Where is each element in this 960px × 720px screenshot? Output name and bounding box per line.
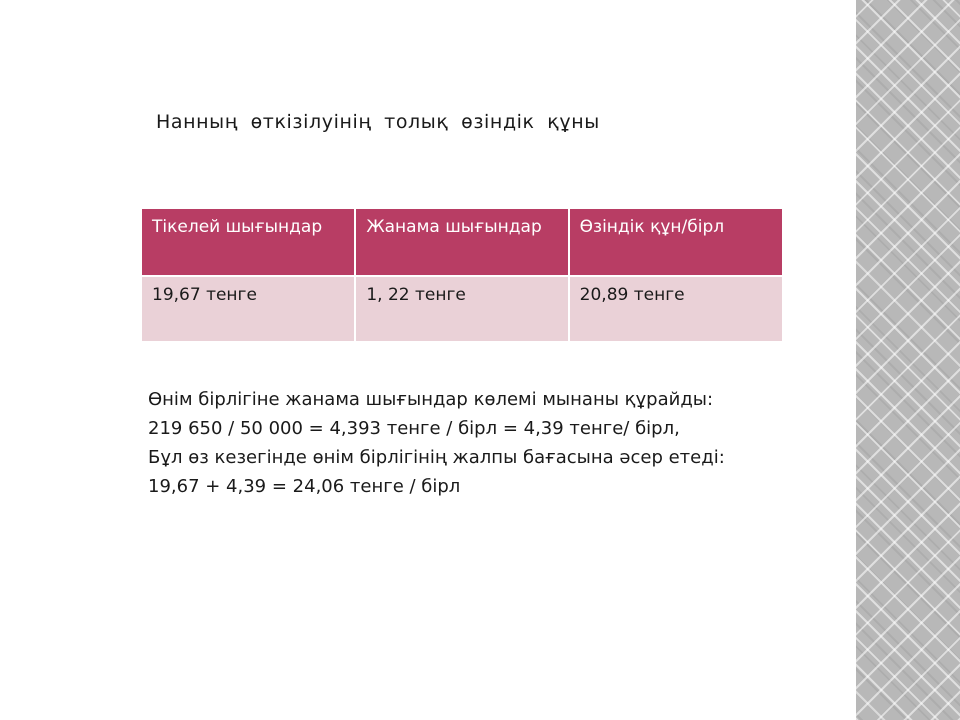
calculation-line: 219 650 / 50 000 = 4,393 тенге / бірл = 4,39 тенге/ бірл,: [148, 418, 680, 439]
header-unit-cost: Өзіндік құн/бірл: [569, 209, 782, 276]
slide-title: Нанның өткізілуінің толық өзіндік құны: [156, 111, 600, 133]
cell-direct-costs: 19,67 тенге: [142, 276, 355, 341]
table-header-row: [142, 209, 782, 276]
cell-indirect-costs: 1, 22 тенге: [355, 276, 568, 341]
explanation-text: [148, 385, 788, 501]
explanation-line: Өнім бірлігіне жанама шығындар көлемі мынаны құрайды:: [148, 389, 714, 410]
cell-unit-cost: 20,89 тенге: [569, 276, 782, 341]
table-row: [142, 276, 782, 341]
cost-table: [142, 209, 782, 341]
header-direct-costs: Тікелей шығындар: [142, 209, 355, 276]
header-indirect-costs: Жанама шығындар: [355, 209, 568, 276]
explanation-line: Бұл өз кезегінде өнім бірлігінің жалпы бағасына әсер етеді:: [148, 447, 725, 468]
calculation-line: 19,67 + 4,39 = 24,06 тенге / бірл: [148, 476, 461, 497]
decorative-side-pattern: [856, 0, 960, 720]
